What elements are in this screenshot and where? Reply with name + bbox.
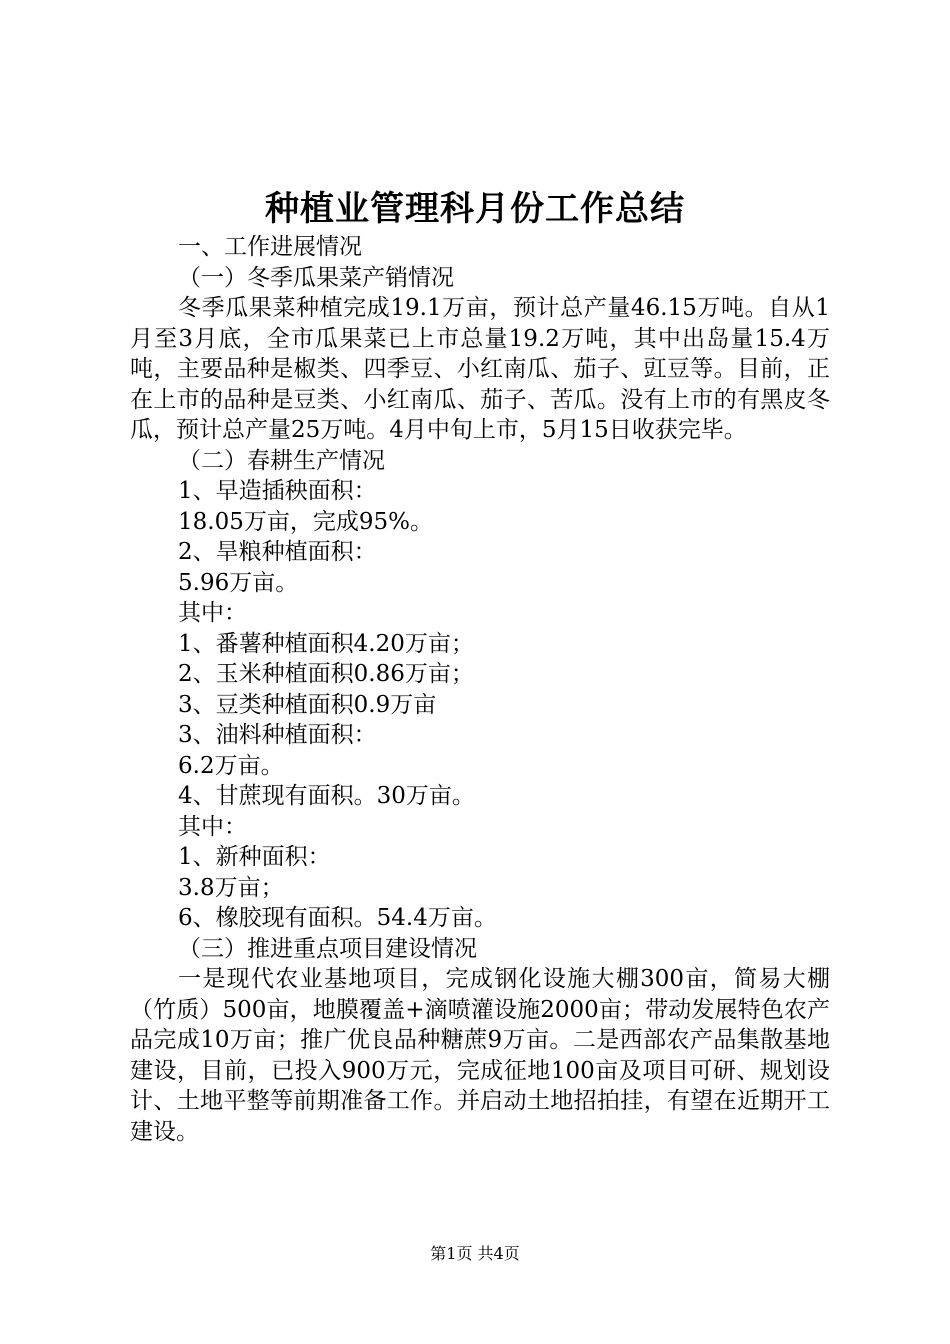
list-item: 18.05万亩，完成95%。 <box>178 508 433 535</box>
list-item: 6、橡胶现有面积。54.4万亩。 <box>178 905 497 931</box>
list-item: 5.96万亩。 <box>178 569 299 596</box>
list-item: 6.2万亩。 <box>178 752 284 779</box>
list-item: 1、新种面积： <box>178 844 331 870</box>
list-item: 3、豆类种植面积0.9万亩 <box>178 691 437 718</box>
paragraph-key-projects: 一是现代农业基地项目，完成钢化设施大棚300亩，简易大棚（竹质）500亩，地膜覆盖+滴喷灌设施2000亩；带动发展特色农产品完成10万亩；推广优良品种糖蔗9万亩。二是西部农产品集散基地建设，目前，已投入900万元，完成征地100亩及项目可研、规划设计、土地平整等前期准备工作。并启动土地招拍挂，有望在近期开工建设。 <box>130 966 830 1145</box>
document-title: 种植业管理科月份工作总结 <box>265 189 685 229</box>
paragraph-winter-produce: 冬季瓜果菜种植完成19.1万亩，预计总产量46.15万吨。自从1月至3月底，全市瓜果菜已上市总量19.2万吨，其中出岛量15.4万吨，主要品种是椒类、四季豆、小红南瓜、茄子、豇豆等。目前，正在上市的品种是豆类、小红南瓜、茄子、苦瓜。没有上市的有黑皮冬瓜，预计总产量25万吨。4月中旬上市，5月15日收获完毕。 <box>130 295 830 443</box>
list-item: 4、甘蔗现有面积。30万亩。 <box>178 783 475 809</box>
list-item: 3、油料种植面积： <box>178 722 377 748</box>
page-footer: 第1页 共4页 <box>430 1244 520 1263</box>
list-item: 其中： <box>178 813 247 840</box>
subsection-heading-1: （一）冬季瓜果菜产销情况 <box>178 264 454 291</box>
list-item: 1、早造插秧面积： <box>178 478 377 504</box>
list-item: 2、玉米种植面积0.86万亩； <box>178 661 474 687</box>
section-heading: 一、工作进展情况 <box>178 234 362 260</box>
subsection-heading-3: （三）推进重点项目建设情况 <box>178 935 477 962</box>
list-item: 2、旱粮种植面积： <box>178 539 377 565</box>
list-item: 3.8万亩； <box>178 874 284 901</box>
document-body <box>130 232 830 1147</box>
list-item: 其中： <box>178 600 247 626</box>
list-item: 1、番薯种植面积4.20万亩； <box>178 630 474 657</box>
subsection-heading-2: （二）春耕生产情况 <box>178 447 385 474</box>
